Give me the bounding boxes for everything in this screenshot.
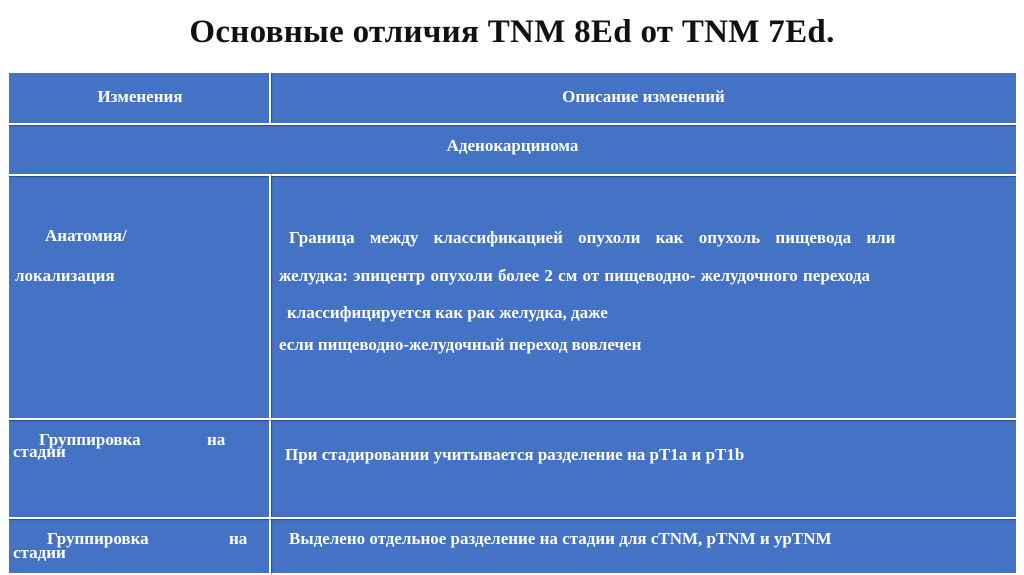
column-divider (269, 73, 271, 123)
row-divider (9, 517, 1016, 519)
anatomy-desc-line2: желудка: эпицентр опухоли более 2 см от пищеводно- желудочного перехода (279, 266, 870, 285)
anatomy-label-line1: Анатомия/ (45, 226, 127, 245)
row-divider (9, 418, 1016, 420)
staging2-label-word2: на (229, 529, 248, 548)
anatomy-desc-line3: классифицируется как рак желудка, даже (287, 303, 608, 322)
staging-label-word3: стадии (13, 442, 66, 461)
header-changes: Изменения (97, 87, 183, 106)
staging-desc: При стадировании учитывается разделение на pT1a и pT1b (285, 445, 745, 464)
staging-label-word2: на (207, 430, 226, 449)
staging2-desc: Выделено отдельное разделение на стадии для cTNM, pTNM и ypTNM (289, 529, 832, 548)
page-title: Основные отличия TNM 8Ed от TNM 7Ed. (189, 14, 835, 50)
anatomy-label-line2: локализация (15, 266, 115, 285)
row-divider (9, 123, 1016, 125)
staging2-label-word3: стадии (13, 543, 66, 562)
column-divider (269, 174, 271, 575)
staging2-label-word1: Группировка (47, 529, 149, 548)
row-divider (9, 174, 1016, 176)
section-adenocarcinoma: Аденокарцинома (446, 136, 579, 155)
header-description: Описание изменений (562, 87, 725, 106)
staging-label-word1: Группировка (39, 430, 141, 449)
anatomy-desc-line4: если пищеводно-желудочный переход вовлечен (279, 335, 642, 354)
comparison-table (8, 72, 1017, 574)
anatomy-desc-line1: Граница между классификацией опухоли как опухоль пищевода или (289, 228, 896, 247)
